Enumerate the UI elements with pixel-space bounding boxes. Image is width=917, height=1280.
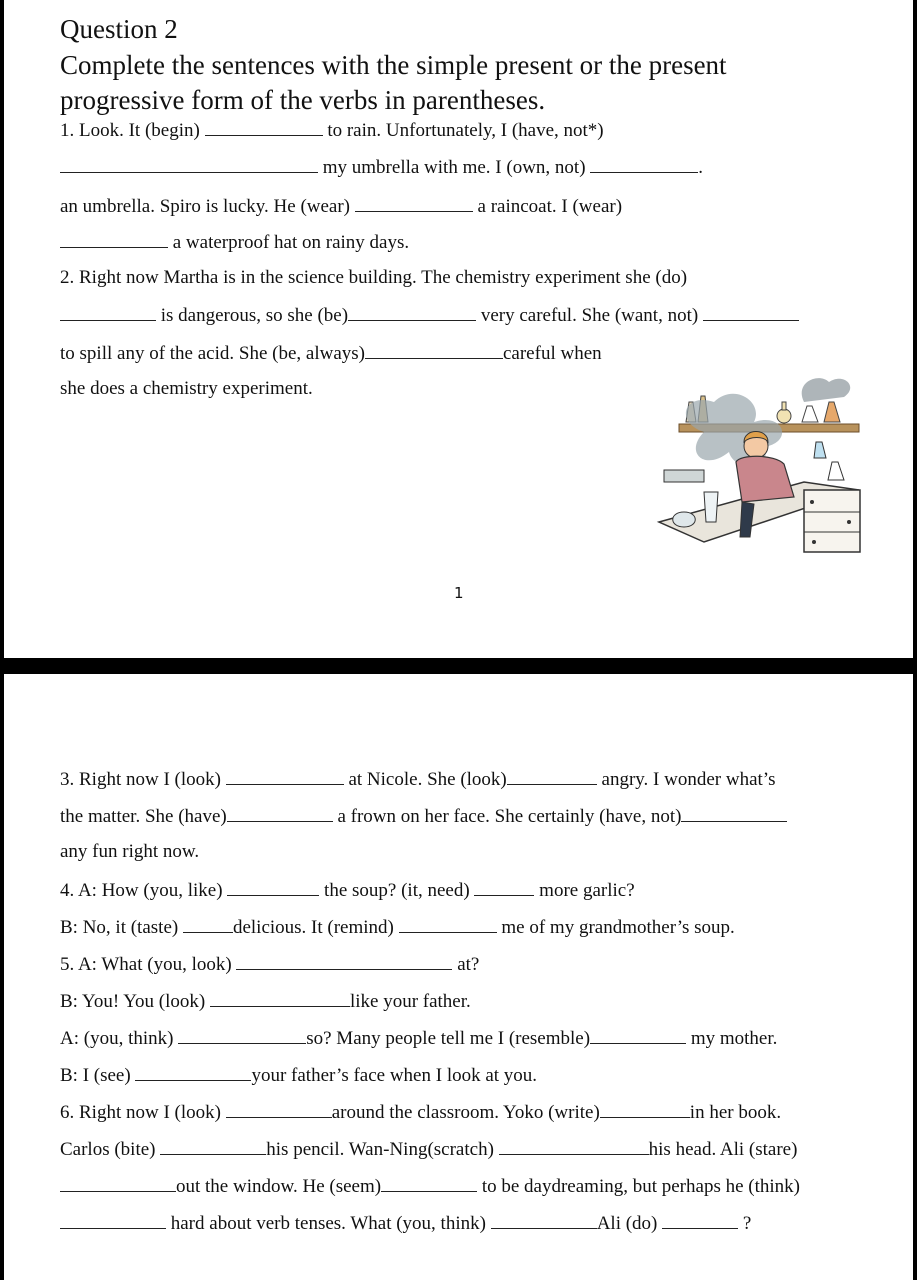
sentence-text: 5. A: What (you, look) <box>60 954 237 975</box>
exercise-line <box>60 914 860 938</box>
sentence-text: 6. Right now I (look) <box>60 1102 226 1123</box>
sentence-text: the soup? (it, need) <box>319 880 475 901</box>
sentence-text: my mother. <box>686 1028 778 1049</box>
sentence-text: 1. Look. It (begin) <box>60 120 205 141</box>
answer-blank[interactable] <box>381 1173 477 1192</box>
exercise-line <box>60 951 860 975</box>
page-number: 1 <box>454 584 464 602</box>
exercise-line <box>60 766 860 790</box>
sentence-text: his head. Ali (stare) <box>648 1139 798 1160</box>
answer-blank[interactable] <box>205 117 323 136</box>
answer-blank[interactable] <box>178 1025 306 1044</box>
sentence-text: a waterproof hat on rainy days. <box>168 232 410 253</box>
sentence-text: angry. I wonder what’s <box>596 769 776 790</box>
answer-blank[interactable] <box>183 914 233 933</box>
instructions-line-1: Complete the sentences with the simple present or the present <box>60 50 727 80</box>
sentence-text: B: I (see) <box>60 1065 136 1086</box>
sentence-text: hard about verb tenses. What (you, think) <box>166 1213 491 1234</box>
answer-blank[interactable] <box>60 302 156 321</box>
exercise-line <box>60 266 860 290</box>
answer-blank[interactable] <box>703 302 799 321</box>
sentence-text: your father’s face when I look at you. <box>251 1065 538 1086</box>
answer-blank[interactable] <box>210 988 350 1007</box>
exercise-line <box>60 988 860 1012</box>
answer-blank[interactable] <box>474 877 534 896</box>
sentence-text: the matter. She (have) <box>60 806 227 827</box>
exercise-line <box>60 1136 860 1160</box>
answer-blank[interactable] <box>226 1099 332 1118</box>
answer-blank[interactable] <box>507 766 597 785</box>
answer-blank[interactable] <box>348 302 476 321</box>
sentence-text: B: No, it (taste) <box>60 917 183 938</box>
answer-blank[interactable] <box>60 1173 176 1192</box>
answer-blank[interactable] <box>135 1062 251 1081</box>
answer-blank[interactable] <box>355 193 473 212</box>
exercise-line <box>60 877 860 901</box>
sentence-text: out the window. He (seem) <box>176 1176 382 1197</box>
exercise-line <box>60 117 860 141</box>
sentence-text: 2. Right now Martha is in the science building. The chemistry experiment she (do) <box>60 267 688 288</box>
sentence-text: like your father. <box>349 991 471 1012</box>
instructions-line-2: progressive form of the verbs in parentheses. <box>60 85 546 115</box>
chemistry-lab-illustration <box>644 362 874 560</box>
sentence-text: Carlos (bite) <box>60 1139 161 1160</box>
answer-blank[interactable] <box>590 1025 686 1044</box>
answer-blank[interactable] <box>365 340 503 359</box>
exercise-line <box>60 1210 860 1234</box>
sentence-text: my umbrella with me. I (own, not) <box>318 157 591 178</box>
answer-blank[interactable] <box>590 154 698 173</box>
exercise-line <box>60 840 860 864</box>
sentence-text: to spill any of the acid. She (be, always) <box>60 343 365 364</box>
sentence-text: to be daydreaming, but perhaps he (think) <box>477 1176 800 1197</box>
sentence-text: delicious. It (remind) <box>232 917 399 938</box>
exercise-line <box>60 340 860 364</box>
exercise-line <box>60 229 860 253</box>
sentence-text: 3. Right now I (look) <box>60 769 226 790</box>
sentence-text: an umbrella. Spiro is lucky. He (wear) <box>60 196 355 217</box>
answer-blank[interactable] <box>226 766 344 785</box>
sentence-text: a frown on her face. She certainly (have, not) <box>332 806 682 827</box>
answer-blank[interactable] <box>227 877 319 896</box>
sentence-text: Ali (do) <box>596 1213 663 1234</box>
answer-blank[interactable] <box>60 154 318 173</box>
sentence-text: is dangerous, so she (be) <box>156 305 349 326</box>
sentence-text: a raincoat. I (wear) <box>472 196 623 217</box>
sentence-text: his pencil. Wan-Ning(scratch) <box>266 1139 499 1160</box>
answer-blank[interactable] <box>236 951 452 970</box>
sentence-text: at Nicole. She (look) <box>343 769 507 790</box>
question-heading: Question 2 <box>60 14 178 44</box>
answer-blank[interactable] <box>491 1210 597 1229</box>
worksheet-page-1 <box>4 0 913 658</box>
answer-blank[interactable] <box>227 803 333 822</box>
exercise-line <box>60 193 860 217</box>
sentence-text: she does a chemistry experiment. <box>60 378 313 399</box>
sentence-text: very careful. She (want, not) <box>476 305 703 326</box>
exercise-line <box>60 1025 860 1049</box>
sentence-text: any fun right now. <box>60 841 200 862</box>
exercise-line <box>60 1173 860 1197</box>
sentence-text: me of my grandmother’s soup. <box>496 917 735 938</box>
answer-blank[interactable] <box>60 1210 166 1229</box>
answer-blank[interactable] <box>160 1136 266 1155</box>
answer-blank[interactable] <box>60 229 168 248</box>
sentence-text: 4. A: How (you, like) <box>60 880 228 901</box>
sentence-text: careful when <box>502 343 602 364</box>
sentence-text: to rain. Unfortunately, I (have, not*) <box>322 120 604 141</box>
exercise-line <box>60 302 860 326</box>
answer-blank[interactable] <box>662 1210 738 1229</box>
sentence-text: ? <box>738 1213 752 1234</box>
sentence-text: around the classroom. Yoko (write) <box>331 1102 600 1123</box>
sentence-text: more garlic? <box>534 880 635 901</box>
answer-blank[interactable] <box>681 803 787 822</box>
exercise-line <box>60 1062 860 1086</box>
answer-blank[interactable] <box>499 1136 649 1155</box>
sentence-text: in her book. <box>689 1102 782 1123</box>
answer-blank[interactable] <box>399 914 497 933</box>
sentence-text: at? <box>452 954 480 975</box>
sentence-text: B: You! You (look) <box>60 991 210 1012</box>
exercise-line <box>60 154 860 178</box>
sentence-text: . <box>698 157 704 178</box>
worksheet-page-2 <box>4 674 913 1280</box>
sentence-text: A: (you, think) <box>60 1028 179 1049</box>
exercise-line <box>60 803 860 827</box>
exercise-line <box>60 1099 860 1123</box>
answer-blank[interactable] <box>600 1099 690 1118</box>
sentence-text: so? Many people tell me I (resemble) <box>306 1028 591 1049</box>
